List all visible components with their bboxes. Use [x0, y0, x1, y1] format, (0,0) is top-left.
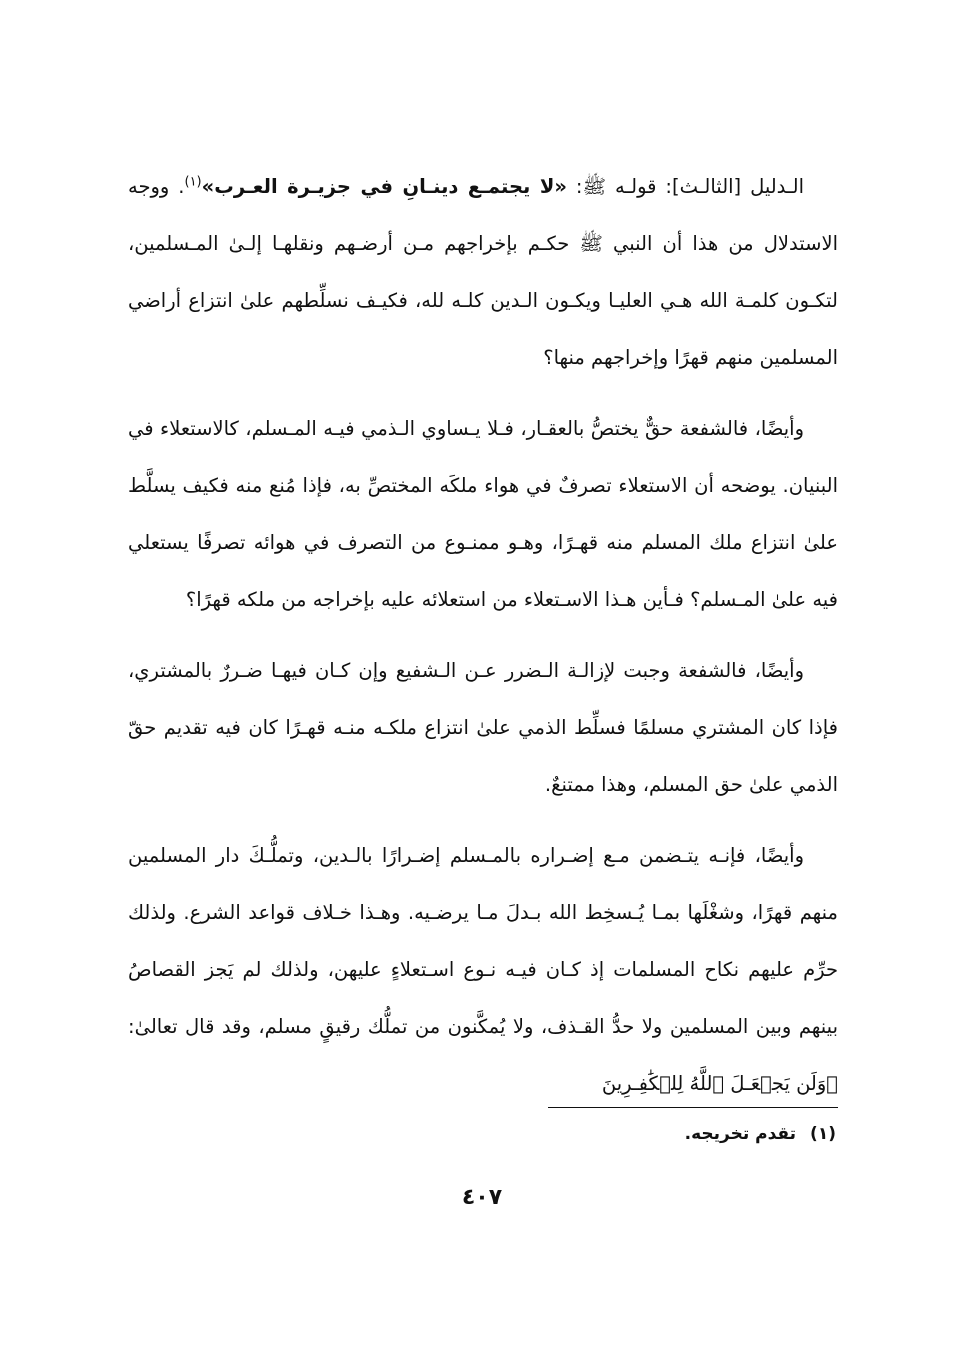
paragraph-4 — [128, 827, 838, 1112]
paragraph-1-end: . — [178, 175, 185, 198]
paragraph-gap — [128, 628, 838, 642]
footnote-divider — [548, 1107, 838, 1108]
paragraph-gap — [128, 386, 838, 400]
paragraph-4-text: وأيضًا، فإنـه يتـضمن مـع إضـراره بالمـسلم إضـرارًا بالـدين، وتملُّـكَ دار المسلمين منهم قهرًا، وشغْلَها بمـا يُـسخِط الله بـدلَ مـا يرضـيه. وهـذا خـلاف قواعد الشرع. ولذلك حرِّم عليهم نكاح المسلمات إذ كـان فيـه نـوع اسـتعلاءٍ عليهن، ولذلك لم يَجز القصاصُ بينهم وبين المسلمين ولا حدُّ القـذف، ولا يُمكَّنون من تملُّك رقيقٍ مسلم، وقد قال تعالىٰ: — [128, 844, 838, 1038]
hadith-quote: «لا يجتمـع دينـانِ في جزيـرة العـرب» — [201, 175, 567, 198]
paragraph-1 — [128, 158, 838, 386]
paragraph-2 — [128, 400, 838, 628]
main-text — [128, 158, 838, 1112]
page-number: ٤٠٧ — [461, 1185, 503, 1210]
paragraph-gap — [128, 813, 838, 827]
footnote-number: (١) — [810, 1124, 836, 1144]
paragraph-2-text: وأيضًا، فالشفعة حقٌّ يختصُّ بالعقـار، فـلا يـساوي الـذمي فيـه المـسلم، كالاستعلاء في البنيان. يوضحه أن الاستعلاء تصرفٌ في هواء ملكَه المختصِّ به، فإذا مُنع منه فكيف يسلَّط علىٰ انتزاع ملك المسلم منه قهـرًا، وهـو ممنـوع من التصرف في هوائه تصرفًا يستعلي فيه علىٰ المـسلم؟ فـأين هـذا الاسـتعلاء من استعلائه عليه بإخراجه من ملكه قهرًا؟ — [128, 417, 838, 611]
paragraph-1-lead: الـدليل [الثالـث]: قولـه ﷺ: — [566, 175, 804, 198]
paragraph-3-text: وأيضًا، فالشفعة وجبت لإزالـة الـضرر عـن الـشفيع وإن كـان فيهـا ضـررٌ بالمشتري، فإذا كان المشتري مسلمًا فسلِّط الذمي علىٰ انتزاع ملكـه منـه قهـرًا كان فيه تقديم حقّ الذمي علىٰ حق المسلم، وهذا ممتنعٌ. — [128, 659, 838, 796]
paragraph-3 — [128, 642, 838, 813]
footnote-text: تقدم تخريجه. — [684, 1124, 797, 1144]
quran-verse: ﴿وَلَن يَجۡعَـلَ ٱللَّهُ لِلۡكَٰفِـرِينَ — [601, 1072, 838, 1095]
paragraph-1-body: ووجه الاستدلال من هذا أن النبي ﷺ حكـم بإخراجهم مـن أرضـهم ونقلهـا إلـىٰ المـسلمين، لتكـون كلمـة الله هـي العليـا ويكـون الـدين كلـه لله، فكيـف نسلِّطهم علىٰ انتزاع أراضي المسلمين منهم قهرًا وإخراجهم منها؟ — [128, 175, 838, 369]
footnote — [685, 1124, 836, 1144]
footnote-marker: (١) — [184, 174, 202, 190]
